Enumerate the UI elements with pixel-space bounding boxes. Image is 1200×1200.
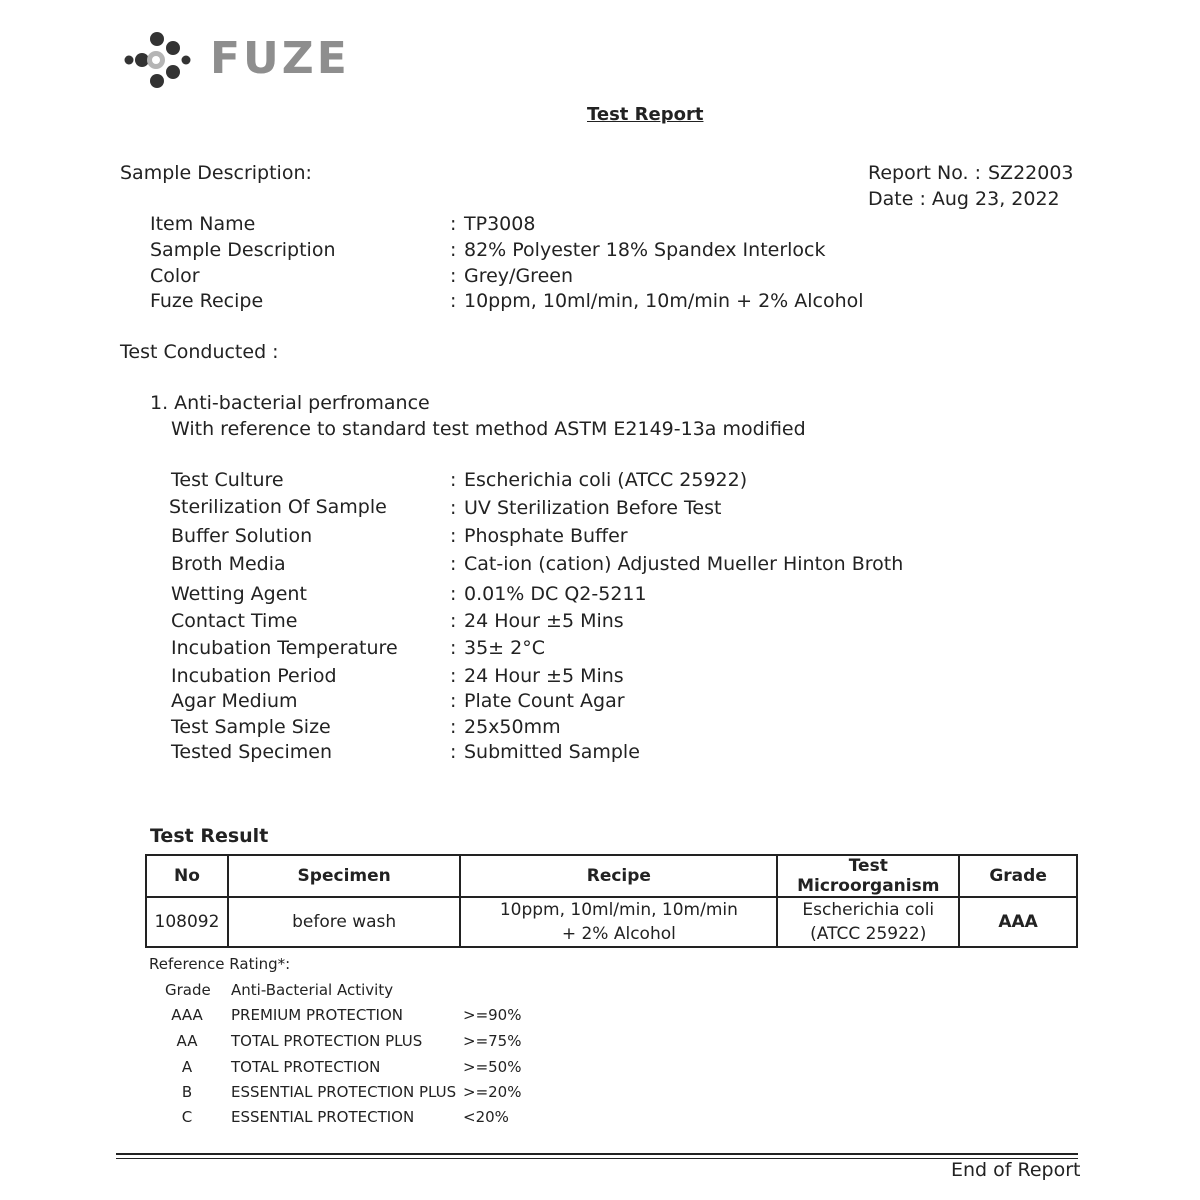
rating-activity: ESSENTIAL PROTECTION <box>231 1108 415 1126</box>
brand-wordmark: FUZE <box>210 33 350 84</box>
sample-label: Item Name <box>150 213 256 235</box>
param-colon: : <box>450 716 457 738</box>
rating-threshold: <20% <box>463 1108 509 1126</box>
param-label: Test Sample Size <box>171 716 331 738</box>
sample-label: Color <box>150 265 200 287</box>
footer-divider <box>116 1153 1078 1155</box>
rating-grade: A <box>181 1058 193 1076</box>
sample-value: 10ppm, 10ml/min, 10m/min + 2% Alcohol <box>464 290 864 312</box>
recipe-line: + 2% Alcohol <box>561 924 676 944</box>
param-colon: : <box>450 690 457 712</box>
column-header: No <box>146 855 228 897</box>
rating-col-activity: Anti-Bacterial Activity <box>231 981 394 999</box>
param-label: Wetting Agent <box>171 583 307 605</box>
param-label: Broth Media <box>171 553 286 575</box>
rating-grade: C <box>181 1108 193 1126</box>
param-value: Cat-ion (cation) Adjusted Mueller Hinton Broth <box>464 553 904 575</box>
test-heading: Test Conducted : <box>120 341 279 363</box>
test-item-title: 1. Anti-bacterial perfromance <box>150 392 430 414</box>
rating-threshold: >=75% <box>463 1032 522 1050</box>
cell-organism <box>777 897 959 947</box>
sample-colon: : <box>450 239 457 261</box>
column-header: Grade <box>959 855 1077 897</box>
sample-value: Grey/Green <box>464 265 573 287</box>
param-value: UV Sterilization Before Test <box>464 497 722 519</box>
sample-value: TP3008 <box>464 213 536 235</box>
cell-recipe <box>460 897 777 947</box>
sample-colon: : <box>450 290 457 312</box>
rating-threshold: >=90% <box>463 1006 522 1024</box>
param-colon: : <box>450 469 457 491</box>
rating-activity: PREMIUM PROTECTION <box>231 1006 404 1024</box>
param-colon: : <box>450 741 457 763</box>
rating-threshold: >=50% <box>463 1058 522 1076</box>
cell-grade: AAA <box>959 897 1077 947</box>
report-no-label: Report No. : <box>868 162 982 184</box>
result-table <box>145 854 1078 948</box>
param-colon: : <box>450 637 457 659</box>
param-label: Tested Specimen <box>171 741 332 763</box>
sample-colon: : <box>450 213 457 235</box>
param-value: 25x50mm <box>464 716 561 738</box>
organism-line: Escherichia coli <box>802 900 935 920</box>
sample-label: Sample Description <box>150 239 336 261</box>
sample-value: 82% Polyester 18% Spandex Interlock <box>464 239 826 261</box>
param-label: Sterilization Of Sample <box>169 496 387 518</box>
rating-col-grade: Grade <box>165 981 211 999</box>
param-colon: : <box>450 553 457 575</box>
param-value: Phosphate Buffer <box>464 525 628 547</box>
param-label: Buffer Solution <box>171 525 313 547</box>
page-title: Test Report <box>587 104 704 125</box>
param-value: Submitted Sample <box>464 741 640 763</box>
param-value: 35± 2°C <box>464 637 545 659</box>
rating-activity: ESSENTIAL PROTECTION PLUS <box>231 1083 457 1101</box>
sample-label: Fuze Recipe <box>150 290 264 312</box>
param-value: 0.01% DC Q2-5211 <box>464 583 647 605</box>
report-no: SZ22003 <box>988 162 1074 184</box>
param-value: Plate Count Agar <box>464 690 625 712</box>
molecule-icon <box>122 28 206 92</box>
sample-heading: Sample Description: <box>120 162 312 184</box>
param-label: Test Culture <box>171 469 284 491</box>
param-colon: : <box>450 610 457 632</box>
brand-logo <box>122 28 372 92</box>
table-row <box>146 897 1077 947</box>
result-header-row <box>146 855 1077 897</box>
param-value: 24 Hour ±5 Mins <box>464 610 624 632</box>
result-heading: Test Result <box>150 825 269 847</box>
column-header: Specimen <box>228 855 460 897</box>
column-header: Test Microorganism <box>777 855 959 897</box>
organism-line: (ATCC 25922) <box>810 924 927 944</box>
footer-divider <box>116 1158 1078 1159</box>
test-item-reference: With reference to standard test method ASTM E2149-13a modified <box>171 418 806 440</box>
param-value: 24 Hour ±5 Mins <box>464 665 624 687</box>
param-colon: : <box>450 665 457 687</box>
sample-colon: : <box>450 265 457 287</box>
cell-specimen: before wash <box>228 897 460 947</box>
rating-grade: AAA <box>171 1006 203 1024</box>
report-date: Date : Aug 23, 2022 <box>868 188 1060 210</box>
rating-heading: Reference Rating*: <box>149 955 291 973</box>
param-label: Contact Time <box>171 610 298 632</box>
param-label: Agar Medium <box>171 690 298 712</box>
recipe-line: 10ppm, 10ml/min, 10m/min <box>499 900 738 920</box>
param-value: Escherichia coli (ATCC 25922) <box>464 469 748 491</box>
rating-grade: B <box>181 1083 193 1101</box>
param-colon: : <box>450 583 457 605</box>
param-colon: : <box>450 497 457 519</box>
param-label: Incubation Period <box>171 665 337 687</box>
footer-text: End of Report <box>951 1159 1081 1181</box>
rating-threshold: >=20% <box>463 1083 522 1101</box>
rating-activity: TOTAL PROTECTION PLUS <box>231 1032 423 1050</box>
param-label: Incubation Temperature <box>171 637 398 659</box>
cell-no: 108092 <box>146 897 228 947</box>
param-colon: : <box>450 525 457 547</box>
rating-activity: TOTAL PROTECTION <box>231 1058 381 1076</box>
column-header: Recipe <box>460 855 777 897</box>
rating-grade: AA <box>176 1032 198 1050</box>
